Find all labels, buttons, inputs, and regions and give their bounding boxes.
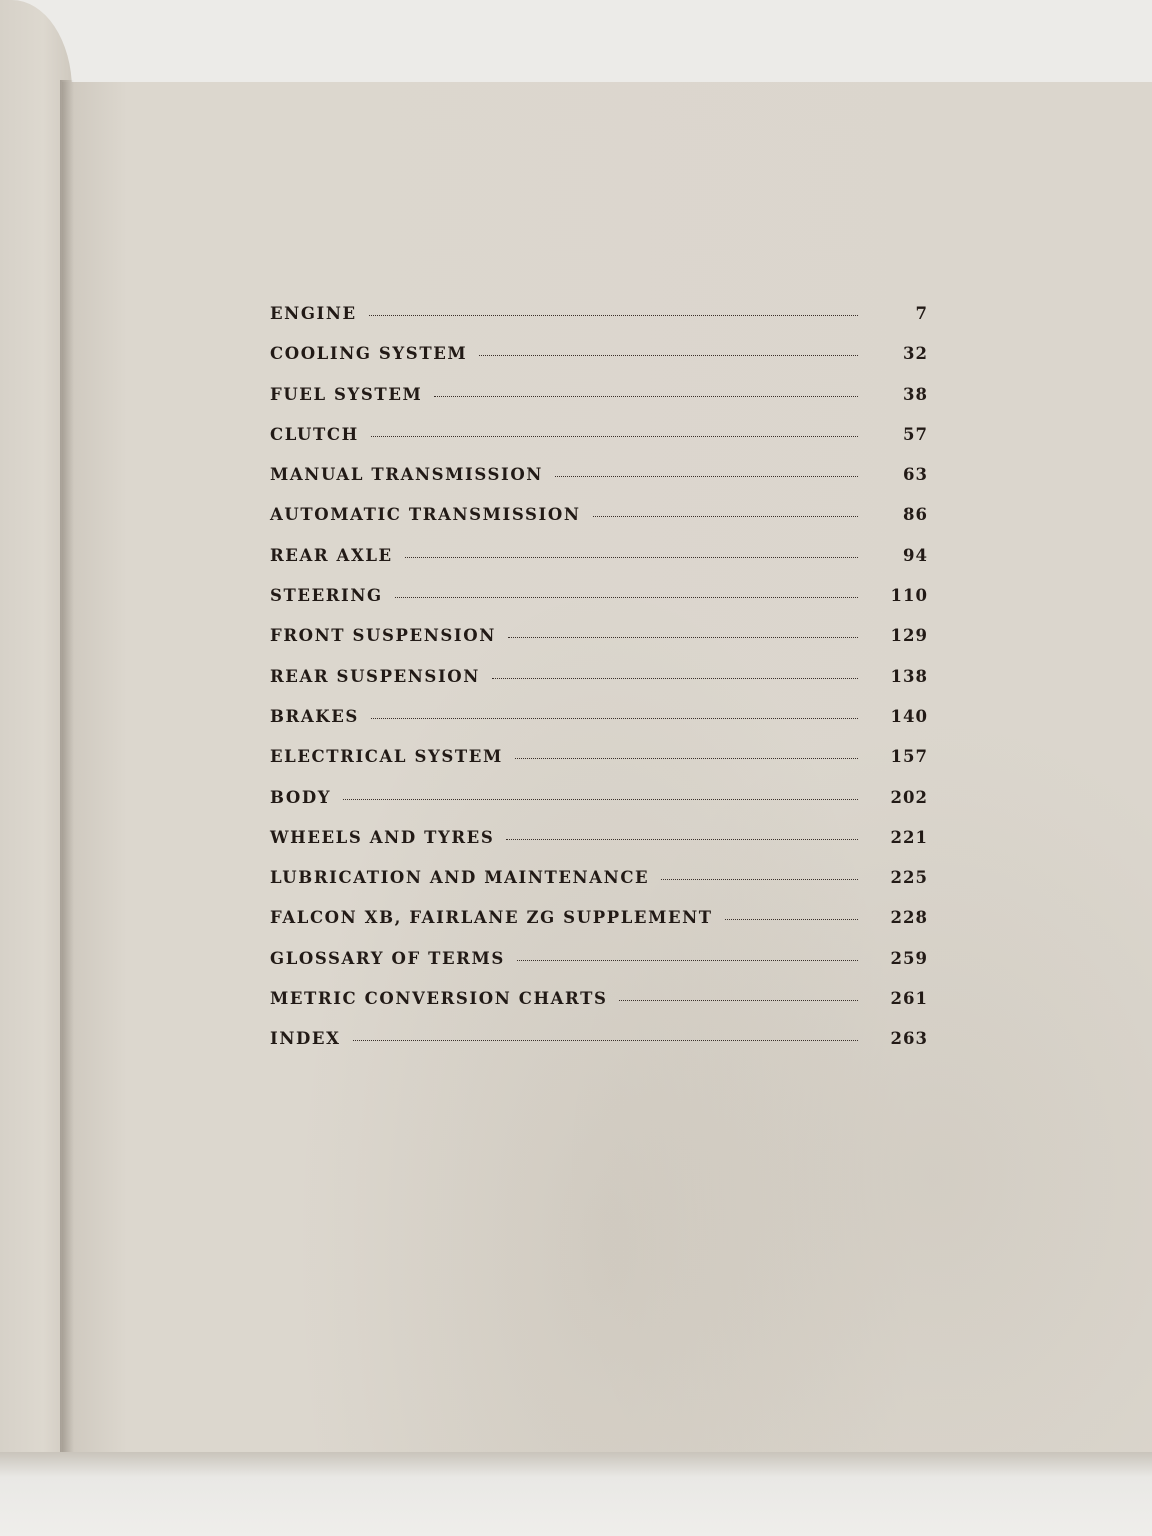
toc-entry-glossary-of-terms (270, 949, 928, 989)
toc-entry-metric-conversion-charts (270, 989, 928, 1029)
toc-entry-page: 157 (890, 747, 928, 767)
dot-leader (371, 718, 858, 719)
toc-entry-rear-axle (270, 546, 928, 586)
dot-leader (353, 1040, 859, 1041)
toc-entry-page: 140 (890, 706, 928, 726)
dot-leader (517, 960, 858, 961)
dot-leader (508, 637, 858, 638)
table-of-contents (270, 304, 928, 1070)
toc-entry-cooling-system (270, 344, 928, 384)
toc-entry-page: 202 (890, 787, 928, 807)
toc-entry-automatic-transmission (270, 505, 928, 545)
toc-entry-title: COOLING SYSTEM (270, 344, 468, 364)
toc-entry-rear-suspension (270, 667, 928, 707)
toc-entry-wheels-and-tyres (270, 828, 928, 868)
toc-entry-title: CLUTCH (270, 424, 359, 444)
toc-entry-title: INDEX (270, 1029, 341, 1049)
dot-leader (619, 1000, 858, 1001)
toc-entry-page: 138 (890, 666, 928, 686)
dot-leader (479, 355, 858, 356)
toc-entry-lubrication-and-maintenance (270, 868, 928, 908)
toc-entry-title: ENGINE (270, 304, 357, 323)
toc-entry-page: 63 (903, 465, 928, 485)
dot-leader (506, 839, 858, 840)
toc-entry-title: BRAKES (270, 706, 359, 726)
dot-leader (725, 919, 858, 920)
dot-leader (395, 597, 858, 598)
dot-leader (371, 436, 858, 437)
toc-entry-page: 221 (890, 827, 928, 847)
table-surface (0, 1452, 1152, 1536)
toc-entry-title: AUTOMATIC TRANSMISSION (270, 505, 581, 525)
dot-leader (369, 315, 858, 316)
toc-entry-title: FRONT SUSPENSION (270, 626, 496, 646)
toc-entry-title: BODY (270, 787, 332, 807)
toc-entry-title: FALCON XB, FAIRLANE ZG SUPPLEMENT (270, 908, 713, 928)
toc-entry-fuel-system (270, 385, 928, 425)
dot-leader (515, 758, 858, 759)
toc-entry-title: LUBRICATION AND MAINTENANCE (270, 868, 650, 888)
toc-entry-page: 225 (890, 868, 928, 888)
toc-entry-supplement (270, 908, 928, 948)
dot-leader (492, 678, 858, 679)
dot-leader (434, 396, 858, 397)
toc-entry-title: WHEELS AND TYRES (270, 827, 495, 847)
toc-entry-page: 259 (890, 948, 928, 968)
toc-entry-page: 94 (903, 545, 928, 565)
toc-entry-clutch (270, 425, 928, 465)
toc-entry-title: METRIC CONVERSION CHARTS (270, 989, 608, 1009)
toc-entry-page: 38 (903, 384, 928, 404)
toc-entry-page: 32 (903, 344, 928, 364)
toc-entry-front-suspension (270, 626, 928, 666)
toc-entry-electrical-system (270, 747, 928, 787)
dot-leader (661, 879, 858, 880)
toc-entry-title: STEERING (270, 586, 383, 606)
dot-leader (405, 557, 858, 558)
toc-entry-title: ELECTRICAL SYSTEM (270, 747, 503, 767)
dot-leader (343, 799, 858, 800)
toc-entry-page: 7 (915, 304, 928, 323)
toc-entry-index (270, 1029, 928, 1069)
toc-entry-title: GLOSSARY OF TERMS (270, 948, 505, 968)
toc-entry-title: REAR SUSPENSION (270, 666, 480, 686)
toc-entry-page: 263 (890, 1029, 928, 1049)
toc-entry-page: 110 (890, 586, 928, 606)
toc-entry-body (270, 788, 928, 828)
dot-leader (555, 476, 858, 477)
toc-entry-page: 57 (903, 424, 928, 444)
toc-entry-title: FUEL SYSTEM (270, 384, 423, 404)
toc-entry-page: 228 (890, 908, 928, 928)
toc-entry-title: REAR AXLE (270, 545, 393, 565)
toc-entry-brakes (270, 707, 928, 747)
toc-entry-page: 261 (890, 989, 928, 1009)
toc-entry-page: 86 (903, 505, 928, 525)
toc-entry-engine (270, 304, 928, 344)
gutter-shadow (60, 80, 74, 1480)
dot-leader (593, 516, 859, 517)
toc-entry-manual-transmission (270, 465, 928, 505)
toc-entry-steering (270, 586, 928, 626)
toc-entry-title: MANUAL TRANSMISSION (270, 465, 543, 485)
toc-entry-page: 129 (890, 626, 928, 646)
